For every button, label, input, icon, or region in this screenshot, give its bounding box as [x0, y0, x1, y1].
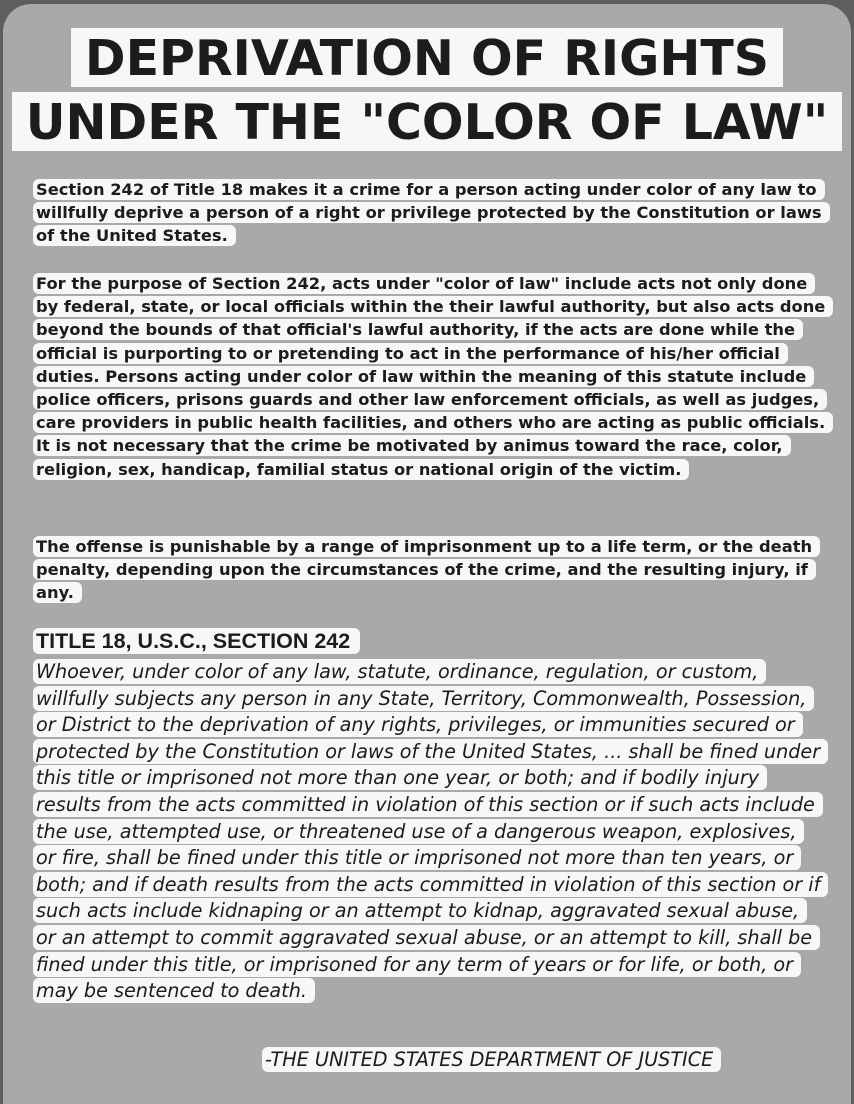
page-title-line-1: DEPRIVATION OF RIGHTS	[0, 30, 854, 88]
penalty-paragraph: The offense is punishable by a range of imprisonment up to a life term, or the death penalty, depending upon the circumstances of the crime, and the resulting injury, if any.	[33, 535, 833, 605]
statute-heading: TITLE 18, U.S.C., SECTION 242	[33, 627, 360, 655]
intro-paragraph: Section 242 of Title 18 makes it a crime for a person acting under color of any law to willfully deprive a person of a right or privilege protected by the Constitution or laws of the United States.	[33, 178, 833, 248]
color-of-law-paragraph: For the purpose of Section 242, acts under "color of law" include acts not only done by federal, state, or local officials within the their lawful authority, but also acts done beyond the bounds of that official's lawful authority, if the acts are done while the official is purporting to or pretending to act in the performance of his/her official duties. Persons acting under color of law within the meaning of this statute include police officers, prisons guards and other law enforcement officials, as well as judges, care providers in public health facilities, and others who are acting as public officials. It is not necessary that the crime be motivated by animus toward the race, color, religion, sex, handicap, familial status or national origin of the victim.	[33, 272, 833, 481]
page-title-line-2: UNDER THE "COLOR OF LAW"	[0, 94, 854, 152]
statute-text: Whoever, under color of any law, statute, ordinance, regulation, or custom, willfully subjects any person in any State, Territory, Commonwealth, Possession, or District to the deprivation of any rights, privileges, or immunities secured or protected by the Constitution or laws of the United States, ... shall be fined under this title or imprisoned not more than one year, or both; and if bodily injury results from the acts committed in violation of this section or if such acts include the use, attempted use, or threatened use of a dangerous weapon, explosives, or fire, shall be fined under this title or imprisoned not more than ten years, or both; and if death results from the acts committed in violation of this section or if such acts include kidnaping or an attempt to kidnap, aggravated sexual abuse, or an attempt to commit aggravated sexual abuse, or an attempt to kill, shall be fined under this title, or imprisoned for any term of years or for life, or both, or may be sentenced to death.	[33, 659, 821, 1005]
attribution: -THE UNITED STATES DEPARTMENT OF JUSTICE	[262, 1046, 721, 1073]
